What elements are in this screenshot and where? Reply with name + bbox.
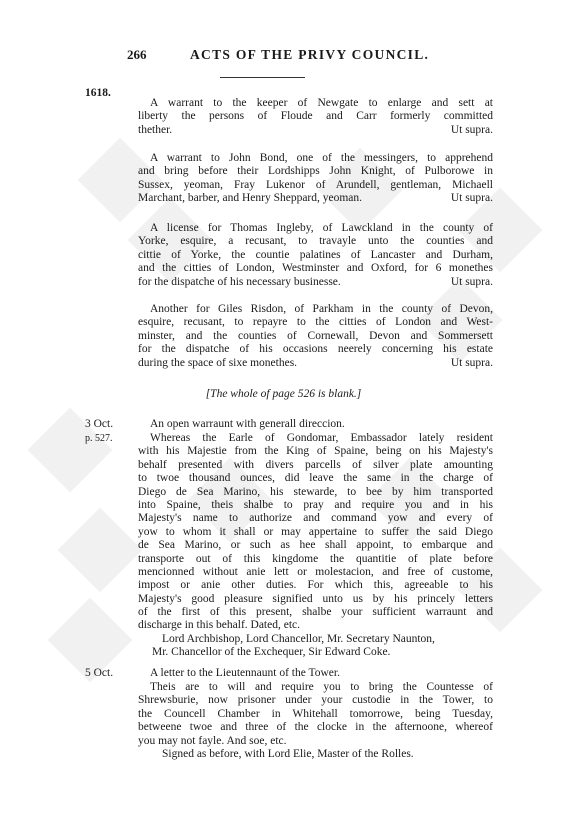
text-line: Majesty's good pleasure signified unto us by his princely letters <box>138 592 493 605</box>
text-line: A warrant to the keeper of Newgate to enlarge and sett at <box>150 97 493 109</box>
page-header <box>0 47 567 67</box>
text-line: liberty the persons of Floude and Carr formerly committed <box>138 110 493 123</box>
text-line-with-ut-supra <box>138 192 493 205</box>
text-line: thether. <box>138 123 173 136</box>
ut-supra: Ut supra. <box>450 192 493 205</box>
text-line-with-ut-supra <box>138 357 493 370</box>
text-line: the Councell Chamber in Whitehall tomorrowe, being Tuesday, <box>138 707 493 720</box>
margin-year: 1618. <box>85 87 111 99</box>
text-line: into Spaine, theis shalbe to pray and require you and in his <box>138 498 493 511</box>
ut-supra: Ut supra. <box>450 356 493 369</box>
text-line: you may not fayle. And soe, etc. <box>138 734 287 747</box>
text-line: transporte out of this kingdome the quantitie of plate before <box>138 552 493 565</box>
text-line: mencionned without anie lett or molestacion, and free of custome, <box>138 565 493 578</box>
text-line: Marchant, barber, and Henry Sheppard, yeoman. <box>138 192 363 205</box>
text-line: minster, and the counties of Cornewall, Devon and Sommersett <box>138 329 493 342</box>
margin-date-oct5: 5 Oct. <box>85 667 114 679</box>
text-line: de Sea Marino, or such as hee shall appoint, to embarque and <box>138 539 493 552</box>
margin-page-ref: p. 527. <box>85 433 113 444</box>
signers-line: Lord Archbishop, Lord Chancellor, Mr. Secretary Naunton, <box>162 632 435 645</box>
signed-line: Signed as before, with Lord Elie, Master of the Rolles. <box>162 747 414 760</box>
text-line: of the first of this present, shalbe your sufficient warraunt and <box>138 606 493 619</box>
watermark-shape <box>58 508 143 593</box>
text-line: betweene twoe and three of the clocke in the afternoone, whereof <box>138 721 493 734</box>
blank-page-note: [The whole of page 526 is blank.] <box>205 388 362 400</box>
running-title: ACTS OF THE PRIVY COUNCIL. <box>190 47 430 62</box>
text-line: Shrewsburie, now prisoner under your custodie in the Tower, to <box>138 694 493 707</box>
text-line: during the space of sixe monethes. <box>138 356 298 369</box>
entry-risdon <box>138 303 493 370</box>
text-line: Another for Giles Risdon, of Parkham in the county of Devon, <box>150 303 493 315</box>
text-line: for the dispatche of his occasions neerely concerning his estate <box>138 343 493 356</box>
entry-ingleby <box>138 222 493 289</box>
letter-heading: A letter to the Lieutennaunt of the Tower. <box>150 667 340 679</box>
text-line: yow to whom it shall or may appertaine to suffer the said Diego <box>138 525 493 538</box>
text-line: to twoe thousand ounces, did leave the same in the charge of <box>138 472 493 485</box>
text-line: Majesty's name to authorize and command yow and every of <box>138 512 493 525</box>
text-line: A license for Thomas Ingleby, of Lawckland in the county of <box>150 222 493 234</box>
text-line: and bring before their Lordshipps John Knight, of Pulborowe in <box>138 165 493 178</box>
ut-supra: Ut supra. <box>450 123 493 136</box>
entry-bond <box>138 152 493 206</box>
text-line: behalf presented with divers parcells of silver plate amounting <box>138 458 493 471</box>
warrant-body <box>138 432 493 660</box>
signers-line: Mr. Chancellor of the Exchequer, Sir Edward Coke. <box>152 646 391 659</box>
text-line: esquire, recusant, to repayre to the citties of London and West- <box>138 316 493 329</box>
header-rule <box>220 77 305 78</box>
text-line: Sussex, yeoman, Fray Lukenor of Arundell, gentleman, Michaell <box>138 178 493 191</box>
warrant-heading: An open warraunt with generall direccion. <box>150 418 345 430</box>
text-line-with-ut-supra <box>138 276 493 289</box>
page-number: 266 <box>127 47 147 62</box>
margin-date-oct3: 3 Oct. <box>85 418 114 430</box>
text-line: Diego de Sea Marino, his stewarde, to bee by him transported <box>138 485 493 498</box>
letter-body <box>138 681 493 761</box>
ut-supra: Ut supra. <box>450 275 493 288</box>
text-line: cittie of Yorke, the countie palatines of Lancaster and Durham, <box>138 248 493 261</box>
text-line: for the dispatche of his necessary businesse. <box>138 275 341 288</box>
text-line: Whereas the Earle of Gondomar, Embassador lately resident <box>150 432 493 444</box>
text-line: A warrant to John Bond, one of the messingers, to apprehend <box>150 152 493 164</box>
text-line: Theis are to will and require you to bring the Countesse of <box>150 681 493 693</box>
text-line: and the citties of London, Westminster and Oxford, for 6 monethes <box>138 262 493 275</box>
text-line: discharge in this behalf. Dated, etc. <box>138 619 301 632</box>
entry-newgate <box>138 97 493 137</box>
text-line: Yorke, esquire, a recusant, to travayle unto the counties and <box>138 235 493 248</box>
text-line-with-ut-supra <box>138 124 493 137</box>
text-line: with his Majestie from the King of Spaine, being on his Majesty's <box>138 445 493 458</box>
text-line: impost or anie other duties. For which this, agreeable to his <box>138 579 493 592</box>
